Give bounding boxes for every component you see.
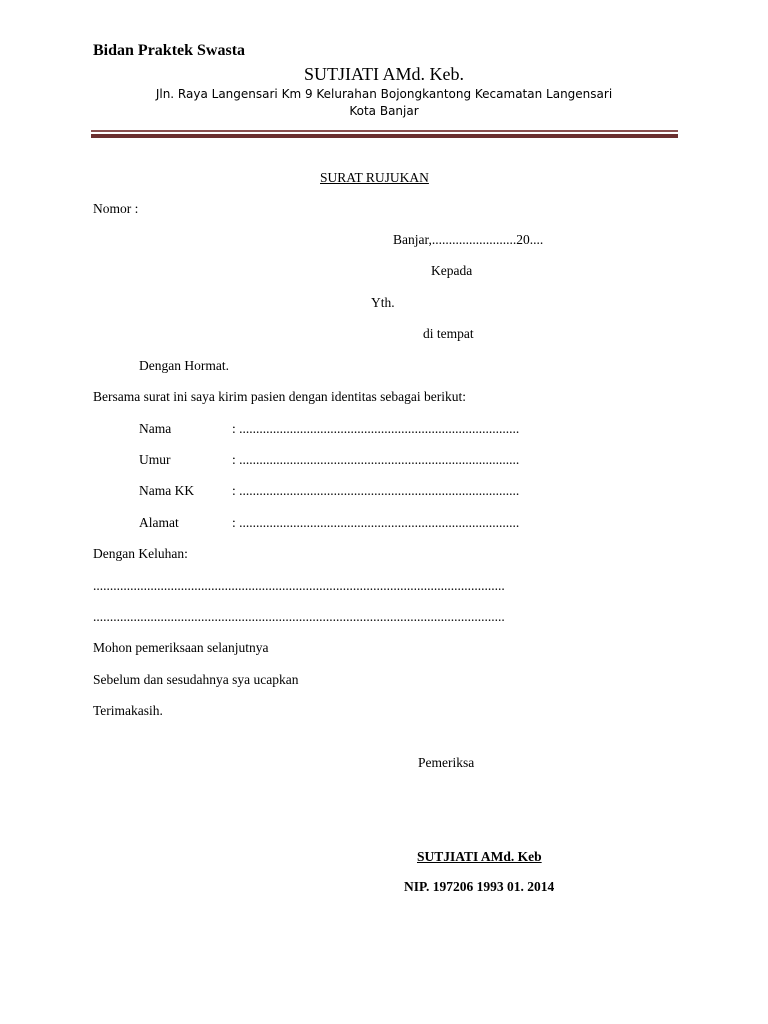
closing-line-3: Terimakasih. (93, 703, 163, 718)
complaint-label: Dengan Keluhan: (93, 546, 188, 561)
closing-line-1: Mohon pemeriksaan selanjutnya (93, 640, 269, 655)
di-tempat-label: di tempat (423, 326, 474, 341)
greeting: Dengan Hormat. (139, 358, 229, 373)
recipient-label: Kepada (431, 263, 473, 278)
header-divider-thin (91, 130, 678, 132)
letter-title: SURAT RUJUKAN (320, 170, 429, 185)
letter-number-label: Nomor : (93, 201, 139, 216)
address-line-1: Jln. Raya Langensari Km 9 Kelurahan Bojongkantong Kecamatan Langensari (155, 87, 613, 101)
signatory-nip: NIP. 197206 1993 01. 2014 (404, 879, 555, 894)
field-value-nama-kk: : ................................................................................... (232, 483, 520, 498)
complaint-line-1: .......................................................................................................................... (93, 578, 505, 593)
field-value-alamat: : ................................................................................... (232, 515, 520, 530)
yth-label: Yth. (371, 295, 395, 310)
signatory-name: SUTJIATI AMd. Keb (417, 849, 542, 864)
field-label-nama-kk: Nama KK (139, 483, 195, 498)
field-label-nama: Nama (139, 421, 172, 436)
intro-text: Bersama surat ini saya kirim pasien dengan identitas sebagai berikut: (93, 389, 467, 404)
address-line-2: Kota Banjar (349, 104, 419, 118)
header-divider-thick (91, 134, 678, 138)
practice-type: Bidan Praktek Swasta (93, 42, 246, 59)
practitioner-name: SUTJIATI AMd. Keb. (304, 64, 464, 84)
field-label-alamat: Alamat (139, 515, 179, 530)
complaint-line-2: .......................................................................................................................... (93, 609, 505, 624)
field-value-umur: : ................................................................................... (232, 452, 520, 467)
field-label-umur: Umur (139, 452, 171, 467)
field-value-nama: : ................................................................................... (232, 421, 520, 436)
examiner-label: Pemeriksa (418, 755, 475, 770)
closing-line-2: Sebelum dan sesudahnya sya ucapkan (93, 672, 299, 687)
place-date: Banjar,.........................20.... (393, 232, 544, 247)
